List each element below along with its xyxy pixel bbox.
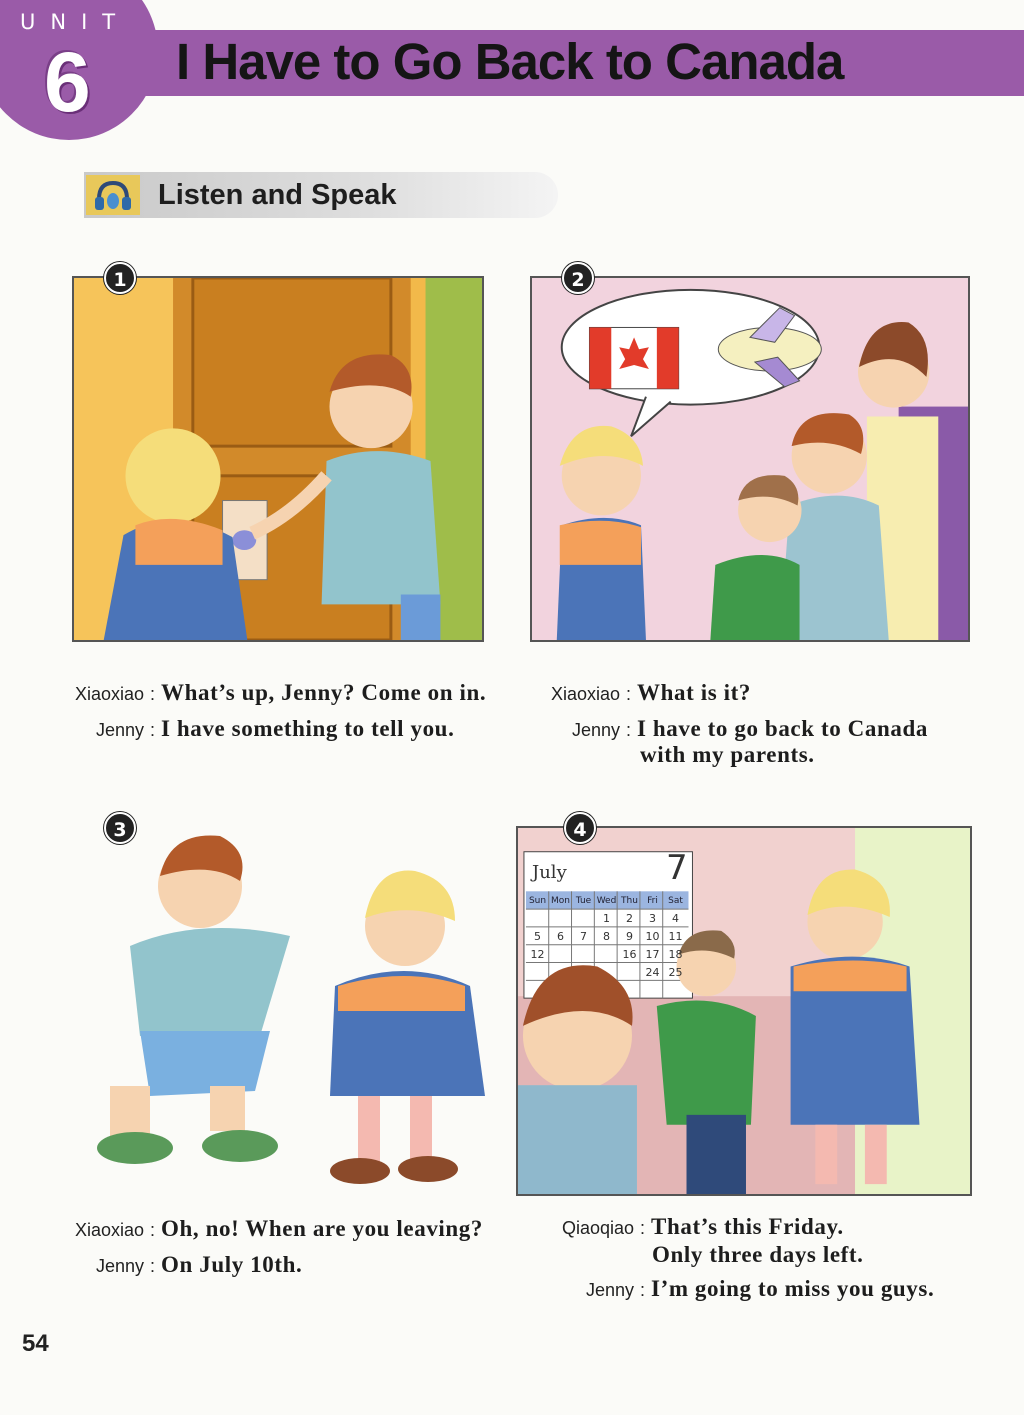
speaker-name: Qiaoqiao <box>561 1218 634 1238</box>
dialogue-continuation: Only three days left. <box>652 1242 864 1267</box>
panel-1-number: 1 <box>104 262 136 294</box>
calendar-date: 25 <box>668 966 683 979</box>
speaker-name: Jenny <box>95 720 144 740</box>
headphones-icon <box>86 175 140 215</box>
calendar-date: 1 <box>603 912 610 925</box>
speaker-colon: : <box>150 1220 156 1240</box>
dialogue-text: That’s this Friday. <box>651 1214 844 1239</box>
calendar-date: 3 <box>649 912 656 925</box>
dialogue-line <box>520 680 751 706</box>
calendar-date <box>595 946 618 964</box>
calendar-day: Sat <box>668 896 683 906</box>
calendar-days-row <box>526 892 690 910</box>
calendar-day: Fri <box>647 896 658 906</box>
speaker-name: Xiaoxiao <box>550 684 620 704</box>
calendar-date: 6 <box>557 930 564 943</box>
calendar-date: 11 <box>668 930 683 943</box>
calendar-day: Tue <box>575 896 592 906</box>
calendar-day: Sun <box>528 896 547 906</box>
calendar-day: Mon <box>551 896 570 906</box>
calendar-date: 9 <box>626 930 633 943</box>
dialogue-line <box>530 1276 934 1302</box>
calendar-date: 4 <box>672 912 679 925</box>
speaker-colon: : <box>150 1256 156 1276</box>
panel-4-number: 4 <box>564 812 596 844</box>
dialogue-text: I have to go back to Canada <box>637 716 928 741</box>
page-number: 54 <box>22 1330 49 1357</box>
calendar-week-3 <box>526 946 687 964</box>
calendar-date: 16 <box>622 948 637 961</box>
speaker-colon: : <box>640 1218 646 1238</box>
dialogue-text: Oh, no! When are you leaving? <box>161 1216 483 1241</box>
speaker-name: Jenny <box>571 720 620 740</box>
speaker-name: Xiaoxiao <box>74 684 144 704</box>
panel-3-number: 3 <box>104 812 136 844</box>
calendar-day: Thu <box>621 896 638 906</box>
dialogue-line <box>44 680 486 706</box>
dialogue-text: What is it? <box>637 680 751 705</box>
calendar-week-1 <box>595 910 687 928</box>
page-title: I Have to Go Back to Canada <box>176 33 844 90</box>
speaker-colon: : <box>150 720 156 740</box>
calendar-date: 2 <box>626 912 633 925</box>
speaker-name: Jenny <box>585 1280 634 1300</box>
calendar-month: July <box>532 862 567 883</box>
calendar-date: 24 <box>645 966 660 979</box>
dialogue-line <box>530 1214 844 1240</box>
unit-word: UNIT <box>20 10 131 34</box>
panel-4-illustration <box>516 826 972 1196</box>
calendar-date: 10 <box>645 930 660 943</box>
calendar-date: 18 <box>668 948 683 961</box>
dialogue-line <box>44 1216 483 1242</box>
calendar-day: Wed <box>596 896 617 906</box>
dialogue-text: I have something to tell you. <box>161 716 455 741</box>
calendar-date: 7 <box>580 930 587 943</box>
calendar-week-4 <box>641 964 687 982</box>
calendar-date <box>572 946 595 964</box>
panel-2-illustration <box>530 276 970 642</box>
panel-2-number: 2 <box>562 262 594 294</box>
dialogue-continuation: with my parents. <box>640 742 815 767</box>
dialogue-text: What’s up, Jenny? Come on in. <box>161 680 487 705</box>
calendar-date: 8 <box>603 930 610 943</box>
dialogue-text: I’m going to miss you guys. <box>651 1276 935 1301</box>
calendar-date: 17 <box>645 948 660 961</box>
speaker-colon: : <box>626 684 632 704</box>
section-label: Listen and Speak <box>158 179 397 211</box>
speaker-name: Xiaoxiao <box>74 1220 144 1240</box>
speaker-name: Jenny <box>95 1256 144 1276</box>
dialogue-line <box>44 1252 302 1278</box>
calendar-date <box>549 946 572 964</box>
panel-3-illustration <box>60 826 500 1206</box>
speaker-colon: : <box>626 720 632 740</box>
calendar-date: 12 <box>530 948 545 961</box>
calendar-big-date: 7 <box>666 848 688 888</box>
speaker-colon: : <box>640 1280 646 1300</box>
speaker-colon: : <box>150 684 156 704</box>
panel-1-illustration <box>72 276 484 642</box>
calendar-week-2 <box>526 928 687 946</box>
unit-number: 6 <box>44 35 91 129</box>
dialogue-text: On July 10th. <box>161 1252 303 1277</box>
dialogue-line <box>520 716 928 742</box>
dialogue-line <box>44 716 454 742</box>
calendar-date: 5 <box>534 930 541 943</box>
